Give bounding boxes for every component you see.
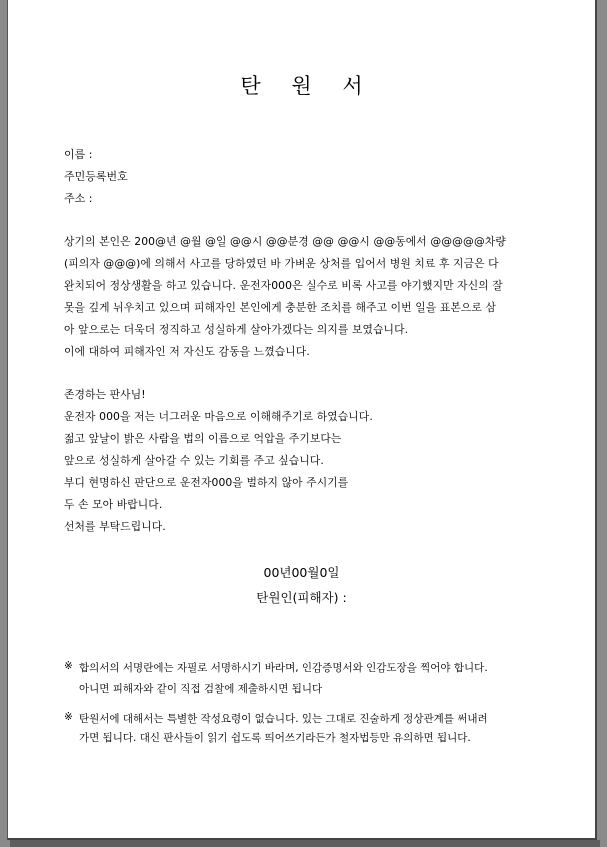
paragraph1-line: (피의자 @@@)에 의해서 사고를 당하였던 바 가벼운 상처를 입어서 병원 치료 후 지금은 다 [64,257,499,270]
name-field: 이름 : [64,148,93,161]
paragraph1-line: 못을 깊게 뉘우치고 있으며 피해자인 본인에게 충분한 조치를 해주고 이번 일을 표본으로 삼 [64,301,496,314]
note-line: 가면 됩니다. 대신 판사들이 읽기 쉽도록 띄어쓰기라든가 철자법등만 유의하면 됩니다. [79,732,471,744]
paragraph2-line: 부디 현명하신 판단으로 운전자000을 벌하지 않아 주시기를 [64,476,349,489]
note-line: 합의서의 서명란에는 자필로 서명하시기 바라며, 인감증명서와 인감도장을 찍어야 합니다. [79,662,488,674]
reference-mark-icon: ※ [64,660,73,672]
note-item [64,711,554,747]
reference-mark-icon: ※ [64,711,73,723]
paragraph2-line: 존경하는 판사님! [64,388,146,401]
paragraph2-line: 선처를 부탁드립니다. [64,520,166,533]
address-field: 주소 : [64,192,93,205]
note-line: 아니면 피해자와 같이 직접 검찰에 제출하시면 됩니다 [79,683,323,695]
paragraph1-line: 아 앞으로는 더욱더 정직하고 성실하게 살아가겠다는 의지를 보였습니다. [64,323,409,336]
paragraph2-line: 젊고 앞날이 밝은 사람을 법의 이름으로 억압을 주기보다는 [64,432,342,445]
document-page [7,0,597,840]
paragraph2-line: 두 손 모아 바랍니다. [64,498,163,511]
signer-line: 탄원인(피해자) : [256,590,347,605]
paragraph2-line: 운전자 000을 저는 너그러운 마음으로 이해해주기로 하였습니다. [64,410,373,423]
paragraph1-line: 완치되어 정상생활을 하고 있습니다. 운전자000은 실수로 비록 사고를 야기했지만 자신의 잘 [64,279,503,292]
note-item [64,660,554,696]
page-shadow [10,840,600,847]
paragraph1-line: 이에 대하여 피해자인 저 자신도 감동을 느꼈습니다. [64,345,310,358]
document-title: 탄 원 서 [240,74,375,98]
resident-id-field: 주민등록번호 [64,170,128,183]
date-line: 00년00월0일 [263,565,340,580]
paragraph1-line: 상기의 본인은 200@년 @월 @일 @@시 @@분경 @@ @@시 @@동에서 @@@@@차량 [64,235,506,248]
note-line: 탄원서에 대해서는 특별한 작성요령이 없습니다. 있는 그대로 진술하게 정상관계를 써내려 [79,713,488,725]
paragraph2-line: 앞으로 성실하게 살아갈 수 있는 기회를 주고 싶습니다. [64,454,324,467]
